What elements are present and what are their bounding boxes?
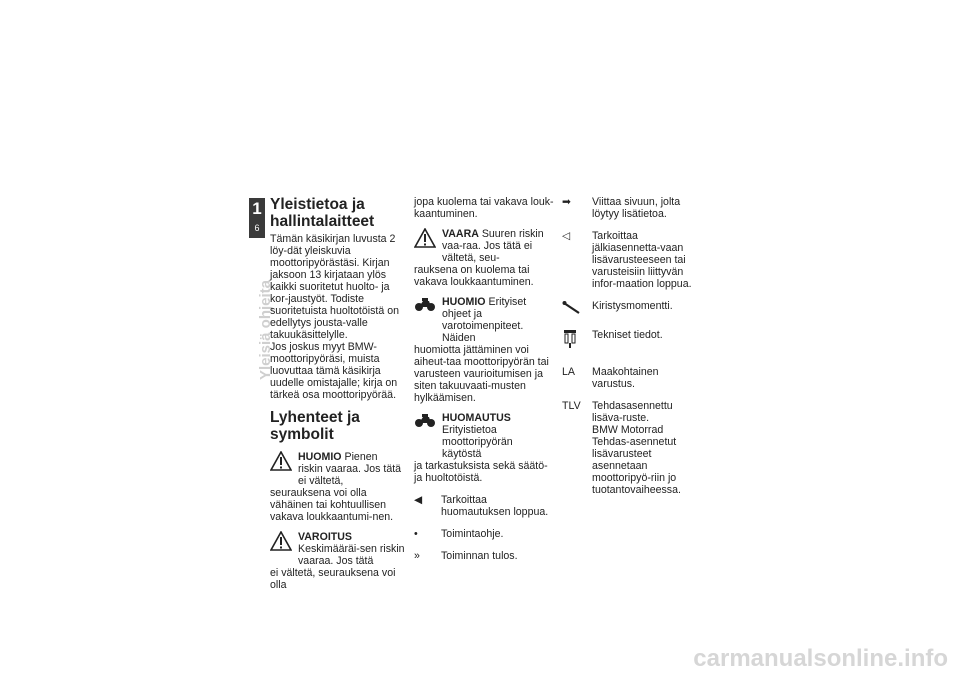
- subsection-title: Lyhenteet ja symbolit: [270, 409, 360, 443]
- continued-text: jopa kuolema tai vakava louk-kaantuminen.: [414, 196, 554, 220]
- notice-lead-text: Pienen riskin vaaraa. Jos tätä ei vältetä,: [298, 451, 402, 487]
- symbol-row: [414, 550, 554, 562]
- notice-lead: [442, 228, 554, 264]
- chapter-number: 1: [252, 199, 262, 218]
- page-number: 6: [254, 223, 260, 233]
- chapter-tab: [249, 198, 265, 238]
- notice-text: ei vältetä, seurauksena voi olla: [270, 567, 396, 591]
- warning-triangle-icon: [414, 228, 438, 248]
- bullet-icon: •: [414, 528, 418, 540]
- warning-triangle-icon: [270, 451, 294, 471]
- notice-vaara: [414, 228, 554, 288]
- torque-wrench-icon: [562, 300, 592, 319]
- notice-lead: [442, 296, 554, 344]
- abbreviation-tlv: TLV: [562, 400, 581, 412]
- motorcycle-icon: [414, 412, 438, 428]
- section-title: Yleistietoa ja hallintalaitteet: [270, 196, 375, 230]
- notice-lead: [298, 531, 405, 567]
- symbol-description: Tehdasasennettu lisäva-ruste. BMW Motorrad Tehdas-asennetut lisävarusteet asennetaan moottoripyö-riin jo tuotantovaiheessa.: [592, 400, 681, 496]
- symbol-description: Kiristysmomentti.: [592, 300, 673, 312]
- notice-text: ja tarkastuksista sekä säätö- ja huoltotöistä.: [414, 460, 548, 484]
- symbol-description: Toiminnan tulos.: [441, 550, 518, 562]
- symbol-description: Tarkoittaa jälkiasennetta-vaan lisävarusteeseen tai varusteisiin liittyvän infor-maation loppua.: [592, 230, 692, 290]
- notice-huomautus: [414, 412, 554, 484]
- chapter-side-label: Yleisiä ohjeita: [257, 279, 274, 381]
- notice-text: huomiotta jättäminen voi aiheut-taa moottoripyörän tai varusteen vaurioitumisen ja siten takuuvaati-musten hylkäämisen.: [414, 344, 549, 404]
- notice-lead: [442, 412, 554, 460]
- notice-keyword: HUOMIO: [442, 296, 486, 308]
- symbol-row: [562, 196, 702, 220]
- symbol-row: [562, 400, 702, 496]
- notice-keyword: VAROITUS: [298, 531, 352, 543]
- symbol-description: Toimintaohje.: [441, 528, 504, 540]
- symbol-row: [414, 528, 554, 540]
- intro-paragraph: Tämän käsikirjan luvusta 2 löy-dät yleiskuvia moottoripyörästäsi. Kirjan jaksoon 13 kirjataan ylös kaikki suoritetut huolto- ja kor-jaustyöt. Todiste suoritetuista huoltotöistä on edellytys jousta-valle takuukäsittelylle.: [270, 233, 399, 341]
- symbol-description: Maakohtainen varustus.: [592, 366, 659, 390]
- symbol-row: [562, 230, 702, 290]
- arrow-right-icon: ➡: [562, 196, 571, 208]
- symbol-row: [562, 366, 702, 390]
- notice-text: rauksena on kuolema tai vakava loukkaantuminen.: [414, 264, 534, 288]
- symbol-description: Tekniset tiedot.: [592, 329, 663, 341]
- notice-text: seurauksena voi olla vähäinen tai kohtuullisen vakava loukkaantumi-nen.: [270, 487, 394, 523]
- notice-lead-text: Keskimääräi-sen riskin vaaraa. Jos tätä: [298, 543, 405, 567]
- symbol-row: [414, 494, 554, 518]
- notice-lead-text: Erityistietoa moottoripyörän käytöstä: [442, 424, 513, 460]
- symbol-row: [562, 300, 702, 319]
- notice-keyword: VAARA: [442, 228, 479, 240]
- symbol-row: [562, 329, 702, 352]
- result-icon: »: [414, 550, 420, 562]
- column-3: [562, 196, 702, 506]
- notice-lead: [298, 451, 405, 487]
- symbol-description: Tarkoittaa huomautuksen loppua.: [441, 494, 549, 518]
- watermark: carmanualsonline.info: [693, 645, 948, 672]
- symbol-description: Viittaa sivuun, jolta löytyy lisätietoa.: [592, 196, 681, 220]
- outline-triangle-icon: ◁: [562, 230, 571, 242]
- intro-paragraph-2: Jos joskus myyt BMW-moottoripyöräsi, muista luovuttaa tämä käsikirja uudelle omistajalle; kirja on tärkeä osa moottoripyörää.: [270, 341, 398, 401]
- notice-lead-text: Suuren riskin vaa-raa. Jos tätä ei vältetä, seu-: [442, 228, 544, 264]
- notice-huomio-motorcycle: [414, 296, 554, 404]
- column-1: [270, 196, 405, 591]
- notice-keyword: HUOMIO: [298, 451, 342, 463]
- notice-lead-text: Erityiset ohjeet ja varotoimenpiteet. Näiden: [442, 296, 527, 344]
- notice-varoitus: [270, 531, 405, 591]
- warning-triangle-icon: [270, 531, 294, 551]
- motorcycle-icon: [414, 296, 438, 312]
- notice-huomio: [270, 451, 405, 523]
- column-2: [414, 196, 554, 562]
- notice-keyword: HUOMAUTUS: [442, 412, 511, 424]
- end-of-note-icon: ◀: [414, 494, 423, 506]
- abbreviation-la: LA: [562, 366, 575, 378]
- tech-data-icon: [562, 329, 592, 352]
